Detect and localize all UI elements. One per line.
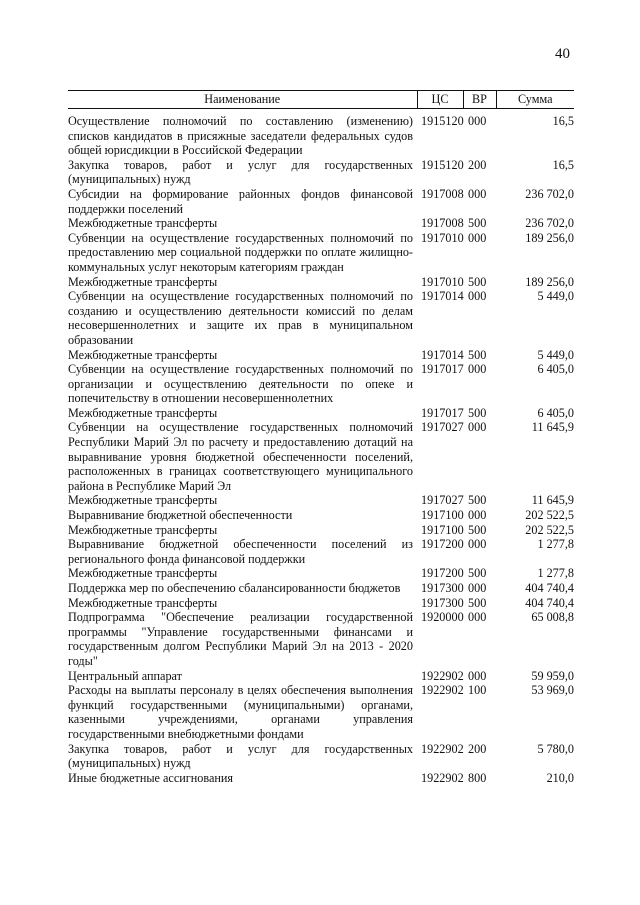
row-vr-code: 500 <box>468 493 487 508</box>
table-row <box>68 275 574 290</box>
row-name: Межбюджетные трансферты <box>68 405 218 420</box>
table-row <box>68 362 574 406</box>
row-cs-code: 1917014 <box>421 289 464 304</box>
row-vr-code: 500 <box>468 274 487 289</box>
row-vr-code: 500 <box>468 347 487 362</box>
row-cs-code: 1917010 <box>421 230 464 245</box>
header-sum: Сумма <box>496 91 574 109</box>
row-sum: 236 702,0 <box>525 186 574 201</box>
row-sum: 65 008,8 <box>531 610 574 625</box>
table-row <box>68 289 574 347</box>
row-cs-code: 1917010 <box>421 274 464 289</box>
row-vr-code: 000 <box>468 289 487 304</box>
row-cs-code: 1917008 <box>421 186 464 201</box>
header-vr: ВР <box>463 91 496 109</box>
page-number: 40 <box>555 46 570 62</box>
row-sum: 6 405,0 <box>537 405 574 420</box>
row-vr-code: 500 <box>468 566 487 581</box>
row-name: Субвенции на осуществление государственных полномочий по созданию и осуществлению деятельности комиссий по делам несовершеннолетних и защите их прав в муниципальном образовании <box>68 289 413 347</box>
table-row <box>68 610 574 668</box>
row-name: Межбюджетные трансферты <box>68 216 218 231</box>
row-sum: 404 740,4 <box>525 581 574 595</box>
row-name: Закупка товаров, работ и услуг для государственных (муниципальных) нужд <box>68 741 413 771</box>
row-sum: 189 256,0 <box>525 274 574 289</box>
row-vr-code: 500 <box>468 595 487 610</box>
row-cs-code: 1915120 <box>421 157 464 172</box>
row-vr-code: 000 <box>468 420 487 435</box>
row-name: Субвенции на осуществление государственных полномочий по предоставлению мер социальной поддержки по оплате жилищно-коммунальных услуг некоторым категориям граждан <box>68 230 413 274</box>
table-row <box>68 187 574 216</box>
row-name: Субвенции на осуществление государственных полномочий Республики Марий Эл по расчету и предоставлению дотаций на выравнивание уровня бюджетной обеспеченности поселений, расположенных в границах соответствующего муниципального района в Республике Марий Эл <box>68 420 413 493</box>
row-name: Осуществление полномочий по составлению (изменению) списков кандидатов в присяжные заседатели федеральных судов общей юрисдикции в Российской Федерации <box>68 114 413 158</box>
row-sum: 53 969,0 <box>531 683 574 698</box>
header-name: Наименование <box>68 91 417 109</box>
table-row <box>68 742 574 771</box>
row-sum: 1 277,8 <box>537 566 574 581</box>
budget-table <box>68 90 574 785</box>
row-vr-code: 500 <box>468 216 487 231</box>
table-row <box>68 683 574 741</box>
row-cs-code: 1917027 <box>421 493 464 508</box>
row-sum: 11 645,9 <box>531 420 574 435</box>
row-cs-code: 1917200 <box>421 537 464 552</box>
row-sum: 16,5 <box>552 114 574 128</box>
row-vr-code: 100 <box>468 683 487 698</box>
row-sum: 236 702,0 <box>525 216 574 231</box>
row-cs-code: 1917014 <box>421 347 464 362</box>
row-name: Выравнивание бюджетной обеспеченности поселений из регионального фонда финансовой поддержки <box>68 537 413 566</box>
row-cs-code: 1917300 <box>421 595 464 610</box>
row-sum: 11 645,9 <box>531 493 574 508</box>
row-name: Субвенции на осуществление государственных полномочий по организации и осуществлению деятельности по опеке и попечительству в отношении несовершеннолетних <box>68 362 413 406</box>
table-row <box>68 508 574 523</box>
row-cs-code: 1922902 <box>421 668 464 683</box>
row-vr-code: 000 <box>468 508 487 523</box>
table-row <box>68 523 574 538</box>
row-name: Закупка товаров, работ и услуг для государственных (муниципальных) нужд <box>68 157 413 187</box>
row-cs-code: 1915120 <box>421 114 464 128</box>
row-name: Межбюджетные трансферты <box>68 522 218 537</box>
row-sum: 189 256,0 <box>525 230 574 245</box>
row-sum: 5 449,0 <box>537 347 574 362</box>
row-sum: 202 522,5 <box>525 508 574 523</box>
row-sum: 1 277,8 <box>537 537 574 552</box>
row-name: Субсидии на формирование районных фондов финансовой поддержки поселений <box>68 186 413 216</box>
row-name: Выравнивание бюджетной обеспеченности <box>68 508 293 523</box>
row-vr-code: 200 <box>468 157 487 172</box>
row-sum: 202 522,5 <box>525 522 574 537</box>
row-cs-code: 1917100 <box>421 508 464 523</box>
table-row <box>68 158 574 187</box>
row-cs-code: 1917300 <box>421 581 464 595</box>
row-vr-code: 000 <box>468 186 487 201</box>
table-row <box>68 566 574 581</box>
row-cs-code: 1917008 <box>421 216 464 231</box>
row-cs-code: 1922902 <box>421 683 464 698</box>
row-cs-code: 1917017 <box>421 362 464 377</box>
row-sum: 5 780,0 <box>537 741 574 756</box>
row-cs-code: 1917100 <box>421 522 464 537</box>
header-cs: ЦС <box>417 91 463 109</box>
row-vr-code: 000 <box>468 114 487 128</box>
row-vr-code: 000 <box>468 668 487 683</box>
table-row <box>68 406 574 421</box>
row-name: Расходы на выплаты персоналу в целях обеспечения выполнения функций государственными (муниципальными) органами, казенными учреждениями, органами управления государственными внебюджетными фондами <box>68 683 413 741</box>
table-row <box>68 596 574 611</box>
table-row <box>68 581 574 596</box>
row-cs-code: 1917200 <box>421 566 464 581</box>
row-vr-code: 200 <box>468 741 487 756</box>
table-row <box>68 420 574 493</box>
table-row <box>68 537 574 566</box>
row-name: Иные бюджетные ассигнования <box>68 770 234 785</box>
table-header <box>68 91 574 109</box>
table-row <box>68 109 574 158</box>
table-row <box>68 669 574 684</box>
row-sum: 6 405,0 <box>537 362 574 377</box>
row-name: Межбюджетные трансферты <box>68 566 218 581</box>
row-cs-code: 1922902 <box>421 770 464 785</box>
row-name: Центральный аппарат <box>68 668 182 683</box>
row-cs-code: 1917017 <box>421 405 464 420</box>
row-sum: 5 449,0 <box>537 289 574 304</box>
row-name: Межбюджетные трансферты <box>68 347 218 362</box>
row-name: Межбюджетные трансферты <box>68 595 218 610</box>
table-row <box>68 216 574 231</box>
row-vr-code: 000 <box>468 581 487 595</box>
table-row <box>68 493 574 508</box>
table-row <box>68 771 574 786</box>
table-row <box>68 231 574 275</box>
row-cs-code: 1922902 <box>421 741 464 756</box>
row-vr-code: 000 <box>468 610 487 625</box>
row-vr-code: 800 <box>468 770 487 785</box>
row-sum: 404 740,4 <box>525 595 574 610</box>
row-vr-code: 500 <box>468 405 487 420</box>
row-sum: 210,0 <box>546 770 574 785</box>
row-name: Межбюджетные трансферты <box>68 274 218 289</box>
row-name: Межбюджетные трансферты <box>68 493 218 508</box>
row-name: Поддержка мер по обеспечению сбалансированности бюджетов <box>68 581 401 595</box>
row-vr-code: 000 <box>468 362 487 377</box>
table-row <box>68 348 574 363</box>
row-cs-code: 1920000 <box>421 610 464 625</box>
row-vr-code: 000 <box>468 230 487 245</box>
row-name: Подпрограмма "Обеспечение реализации государственной программы "Управление государственными финансами и государственным долгом Республики Марий Эл на 2013 - 2020 годы" <box>68 610 413 668</box>
row-vr-code: 000 <box>468 537 487 552</box>
row-sum: 16,5 <box>552 157 574 172</box>
row-sum: 59 959,0 <box>531 668 574 683</box>
table-body <box>68 109 574 786</box>
row-cs-code: 1917027 <box>421 420 464 435</box>
row-vr-code: 500 <box>468 522 487 537</box>
